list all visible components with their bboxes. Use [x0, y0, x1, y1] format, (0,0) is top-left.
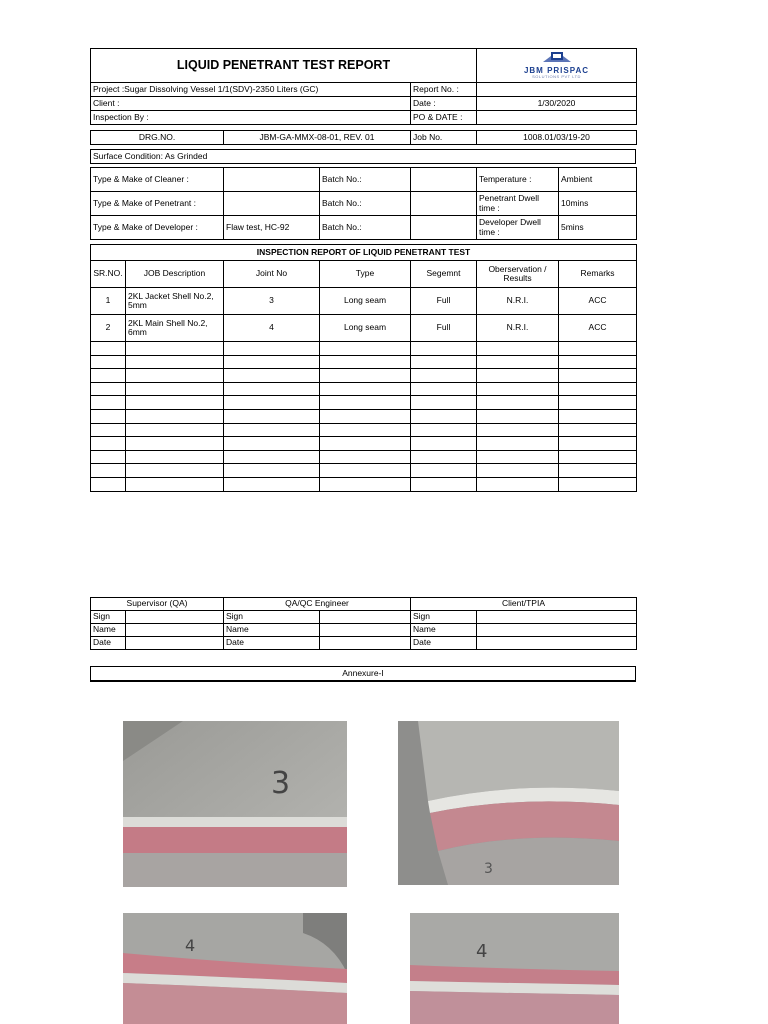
- empty-cell: [411, 369, 477, 383]
- empty-cell: [477, 477, 559, 491]
- table-row: [91, 288, 637, 315]
- empty-cell: [411, 423, 477, 437]
- empty-cell: [126, 450, 224, 464]
- weld-photo-joint-3b: [398, 721, 619, 885]
- empty-table-row: [91, 369, 637, 383]
- empty-cell: [91, 369, 126, 383]
- segment-cell: Full: [411, 288, 477, 315]
- empty-cell: [559, 450, 637, 464]
- empty-cell: [559, 477, 637, 491]
- empty-cell: [126, 369, 224, 383]
- batch-label: Batch No.:: [320, 216, 411, 240]
- empty-cell: [224, 477, 320, 491]
- table-row: [91, 315, 637, 342]
- photo-marking: 4: [185, 936, 196, 955]
- drawing-table: [90, 130, 637, 145]
- empty-cell: [320, 355, 411, 369]
- material-value: Flaw test, HC-92: [224, 216, 320, 240]
- param-label: Developer Dwell time :: [477, 216, 559, 240]
- empty-cell: [559, 382, 637, 396]
- date-value: [126, 637, 224, 650]
- empty-cell: [320, 369, 411, 383]
- empty-cell: [411, 355, 477, 369]
- empty-table-row: [91, 355, 637, 369]
- joint-no-cell: 4: [224, 315, 320, 342]
- empty-cell: [477, 342, 559, 356]
- empty-cell: [126, 382, 224, 396]
- surface-condition: Surface Condition: As Grinded: [91, 150, 636, 164]
- empty-cell: [477, 464, 559, 478]
- empty-cell: [477, 409, 559, 423]
- annexure-table: [90, 666, 636, 682]
- material-row: [91, 168, 637, 192]
- client-field: Client :: [91, 97, 411, 111]
- empty-cell: [411, 382, 477, 396]
- empty-cell: [411, 464, 477, 478]
- sign-value: [477, 611, 637, 624]
- empty-cell: [559, 423, 637, 437]
- empty-cell: [91, 477, 126, 491]
- role-qa-engineer: QA/QC Engineer: [224, 598, 411, 611]
- result-cell: N.R.I.: [477, 288, 559, 315]
- date-value: [477, 637, 637, 650]
- job-number: 1008.01/03/19-20: [477, 131, 637, 145]
- material-label: Type & Make of Penetrant :: [91, 192, 224, 216]
- sign-label: Sign: [91, 611, 126, 624]
- empty-cell: [224, 450, 320, 464]
- result-cell: N.R.I.: [477, 315, 559, 342]
- empty-table-row: [91, 396, 637, 410]
- photo-marking: 3: [484, 861, 493, 877]
- empty-cell: [320, 396, 411, 410]
- annexure-title: Annexure-I: [91, 667, 636, 681]
- po-date-label: PO & DATE :: [411, 111, 477, 125]
- inspection-table: [90, 244, 637, 492]
- empty-cell: [91, 409, 126, 423]
- photo-marking: 3: [271, 766, 291, 801]
- report-header-table: [90, 48, 637, 83]
- date-label: Date: [411, 637, 477, 650]
- empty-cell: [411, 437, 477, 451]
- empty-cell: [224, 382, 320, 396]
- materials-table: [90, 167, 637, 240]
- empty-cell: [91, 450, 126, 464]
- drg-number: JBM-GA-MMX-08-01, REV. 01: [224, 131, 411, 145]
- empty-cell: [477, 423, 559, 437]
- name-value: [320, 624, 411, 637]
- empty-cell: [559, 342, 637, 356]
- empty-cell: [320, 450, 411, 464]
- po-date-value: [477, 111, 637, 125]
- weld-photo-joint-4b: [410, 913, 619, 1024]
- empty-cell: [320, 437, 411, 451]
- empty-cell: [411, 450, 477, 464]
- empty-cell: [126, 477, 224, 491]
- material-value: [224, 168, 320, 192]
- type-cell: Long seam: [320, 315, 411, 342]
- empty-cell: [559, 437, 637, 451]
- empty-cell: [126, 355, 224, 369]
- column-header: Segemnt: [411, 261, 477, 288]
- empty-table-row: [91, 382, 637, 396]
- material-row: [91, 216, 637, 240]
- empty-table-row: [91, 450, 637, 464]
- photo-marking: 4: [476, 941, 488, 962]
- remarks-cell: ACC: [559, 288, 637, 315]
- param-label: Penetrant Dwell time :: [477, 192, 559, 216]
- column-header: Type: [320, 261, 411, 288]
- date-label: Date: [224, 637, 320, 650]
- name-value: [477, 624, 637, 637]
- empty-cell: [91, 342, 126, 356]
- empty-table-row: [91, 477, 637, 491]
- empty-cell: [126, 423, 224, 437]
- date-value: 1/30/2020: [477, 97, 637, 111]
- empty-cell: [477, 355, 559, 369]
- batch-value: [411, 192, 477, 216]
- empty-cell: [477, 437, 559, 451]
- empty-cell: [224, 396, 320, 410]
- project-field: Project :Sugar Dissolving Vessel 1/1(SDV)-2350 Liters (GC): [91, 83, 411, 97]
- empty-cell: [126, 437, 224, 451]
- empty-table-row: [91, 409, 637, 423]
- empty-cell: [224, 437, 320, 451]
- sign-value: [126, 611, 224, 624]
- sr-no-cell: 2: [91, 315, 126, 342]
- empty-cell: [411, 342, 477, 356]
- project-info-table: [90, 82, 637, 125]
- date-label: Date :: [411, 97, 477, 111]
- column-headers: [91, 261, 637, 288]
- empty-cell: [91, 355, 126, 369]
- empty-cell: [559, 369, 637, 383]
- empty-table-row: [91, 464, 637, 478]
- column-header: Remarks: [559, 261, 637, 288]
- weld-photo-joint-4a: [123, 913, 347, 1024]
- empty-cell: [559, 409, 637, 423]
- name-label: Name: [91, 624, 126, 637]
- logo-mark-icon: [542, 51, 572, 64]
- logo-name: JBM PRISPAC: [523, 65, 590, 75]
- empty-cell: [477, 450, 559, 464]
- batch-value: [411, 216, 477, 240]
- column-header: Oberservation / Results: [477, 261, 559, 288]
- empty-cell: [126, 409, 224, 423]
- segment-cell: Full: [411, 315, 477, 342]
- empty-cell: [320, 423, 411, 437]
- empty-cell: [91, 382, 126, 396]
- empty-table-row: [91, 437, 637, 451]
- empty-cell: [224, 423, 320, 437]
- empty-cell: [126, 342, 224, 356]
- sign-label: Sign: [224, 611, 320, 624]
- job-description-cell: 2KL Jacket Shell No.2, 5mm: [126, 288, 224, 315]
- empty-cell: [477, 369, 559, 383]
- batch-label: Batch No.:: [320, 192, 411, 216]
- company-logo: [477, 49, 637, 83]
- empty-cell: [224, 342, 320, 356]
- name-label: Name: [224, 624, 320, 637]
- empty-cell: [411, 409, 477, 423]
- type-cell: Long seam: [320, 288, 411, 315]
- column-header: JOB Description: [126, 261, 224, 288]
- material-label: Type & Make of Developer :: [91, 216, 224, 240]
- sr-no-cell: 1: [91, 288, 126, 315]
- empty-cell: [126, 396, 224, 410]
- param-label: Temperature :: [477, 168, 559, 192]
- empty-table-row: [91, 342, 637, 356]
- material-value: [224, 192, 320, 216]
- inspection-heading: INSPECTION REPORT OF LIQUID PENETRANT TEST: [91, 245, 637, 261]
- empty-cell: [224, 369, 320, 383]
- inspection-by-field: Inspection By :: [91, 111, 411, 125]
- empty-cell: [320, 342, 411, 356]
- empty-cell: [477, 396, 559, 410]
- empty-cell: [126, 464, 224, 478]
- report-title: LIQUID PENETRANT TEST REPORT: [91, 49, 477, 83]
- batch-label: Batch No.:: [320, 168, 411, 192]
- date-label: Date: [91, 637, 126, 650]
- role-supervisor: Supervisor (QA): [91, 598, 224, 611]
- job-label: Job No.: [411, 131, 477, 145]
- empty-cell: [91, 437, 126, 451]
- report-no-label: Report No. :: [411, 83, 477, 97]
- param-value: 10mins: [559, 192, 637, 216]
- empty-cell: [224, 355, 320, 369]
- report-no-value: [477, 83, 637, 97]
- remarks-cell: ACC: [559, 315, 637, 342]
- empty-cell: [224, 464, 320, 478]
- column-header: Joint No: [224, 261, 320, 288]
- logo-tagline: SOLUTIONS PVT LTD: [532, 74, 581, 80]
- material-row: [91, 192, 637, 216]
- name-value: [126, 624, 224, 637]
- date-value: [320, 637, 411, 650]
- empty-cell: [91, 396, 126, 410]
- empty-cell: [559, 464, 637, 478]
- empty-cell: [320, 464, 411, 478]
- joint-no-cell: 3: [224, 288, 320, 315]
- empty-cell: [411, 396, 477, 410]
- batch-value: [411, 168, 477, 192]
- empty-cell: [91, 423, 126, 437]
- drg-label: DRG.NO.: [91, 131, 224, 145]
- role-client: Client/TPIA: [411, 598, 637, 611]
- param-value: Ambient: [559, 168, 637, 192]
- empty-cell: [559, 355, 637, 369]
- material-label: Type & Make of Cleaner :: [91, 168, 224, 192]
- empty-cell: [320, 409, 411, 423]
- empty-cell: [320, 382, 411, 396]
- weld-photo-joint-3a: [123, 721, 347, 887]
- signature-table: [90, 597, 637, 650]
- empty-cell: [477, 382, 559, 396]
- empty-cell: [224, 409, 320, 423]
- empty-rows: [91, 342, 637, 492]
- param-value: 5mins: [559, 216, 637, 240]
- surface-table: [90, 149, 636, 164]
- job-description-cell: 2KL Main Shell No.2, 6mm: [126, 315, 224, 342]
- empty-cell: [320, 477, 411, 491]
- empty-cell: [91, 464, 126, 478]
- sign-label: Sign: [411, 611, 477, 624]
- empty-cell: [411, 477, 477, 491]
- empty-cell: [559, 396, 637, 410]
- column-header: SR.NO.: [91, 261, 126, 288]
- empty-table-row: [91, 423, 637, 437]
- sign-value: [320, 611, 411, 624]
- name-label: Name: [411, 624, 477, 637]
